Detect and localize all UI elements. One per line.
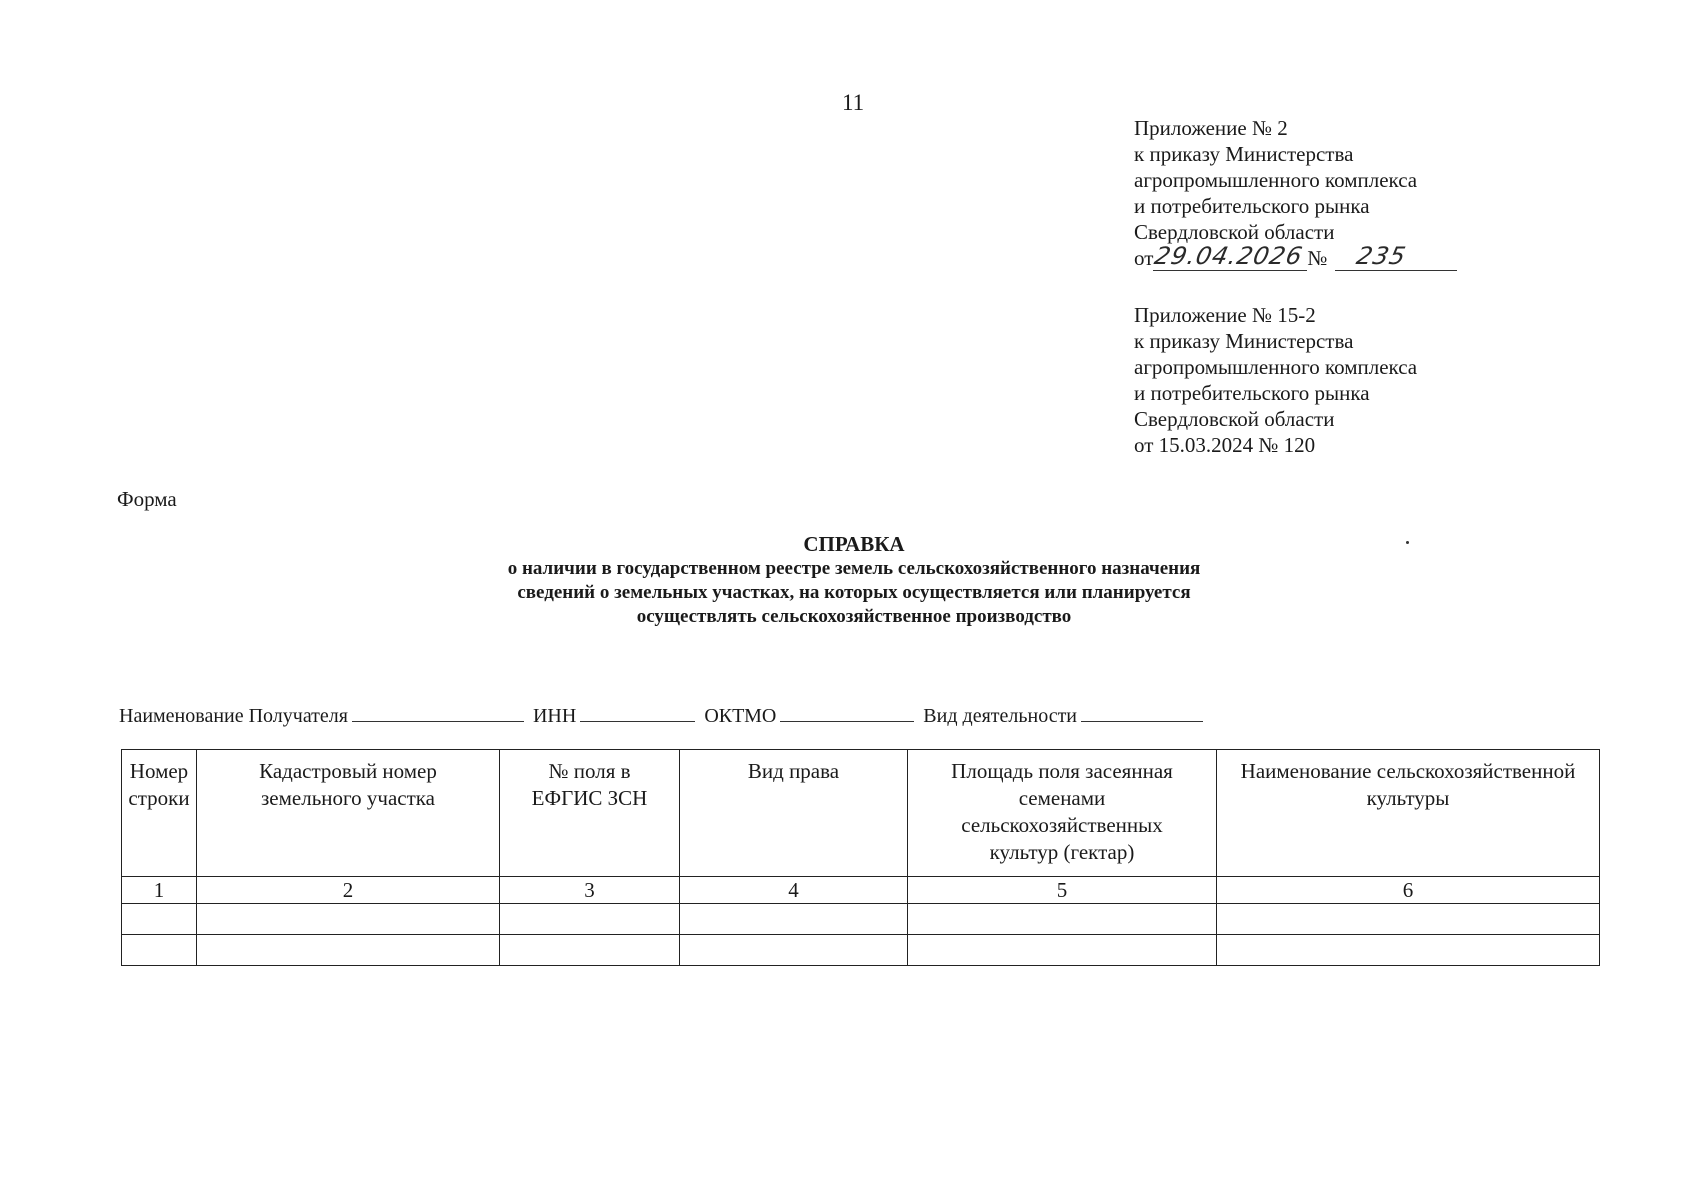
table-cell[interactable] (500, 935, 680, 966)
number-prefix: № (1307, 246, 1328, 270)
appendix-line: Свердловской области (1134, 407, 1335, 431)
table-cell[interactable] (197, 935, 500, 966)
date-field (1152, 242, 1307, 271)
appendix-line: к приказу Министерства (1134, 329, 1354, 353)
date-prefix: от (1134, 246, 1154, 270)
header-row-number: Номер строки (122, 750, 197, 877)
header-field-number: № поля в ЕФГИС ЗСН (500, 750, 680, 877)
column-number-row (122, 877, 1600, 904)
title-sub-line: о наличии в государственном реестре земель сельскохозяйственного назначения (507, 558, 1201, 579)
appendix-line: Свердловской области (1134, 220, 1335, 244)
table-row (122, 935, 1600, 966)
oktmo-field[interactable] (780, 703, 914, 722)
table-cell[interactable] (908, 935, 1217, 966)
appendix-line: Приложение № 15-2 (1134, 303, 1316, 327)
table-row (122, 904, 1600, 935)
appendix-line: и потребительского рынка (1134, 194, 1370, 218)
form-label: Форма (117, 487, 177, 511)
oktmo-label: ОКТМО (704, 705, 777, 727)
number-field (1335, 242, 1457, 271)
appendix-line: от 15.03.2024 № 120 (1134, 433, 1316, 457)
table-cell[interactable] (500, 904, 680, 935)
column-number: 3 (500, 877, 680, 904)
title-main: СПРАВКА (803, 532, 905, 556)
table-header-row (122, 750, 1600, 877)
appendix-previous (1134, 302, 1417, 458)
table-cell[interactable] (1217, 904, 1600, 935)
appendix-line: агропромышленного комплекса (1134, 168, 1418, 192)
activity-label: Вид деятельности (923, 705, 1078, 727)
recipient-name-field[interactable] (352, 703, 524, 722)
land-plots-table (121, 749, 1600, 966)
column-number: 6 (1217, 877, 1600, 904)
header-cadastral-number: Кадастровый номер земельного участка (197, 750, 500, 877)
title-sub-line: осуществлять сельскохозяйственное производство (636, 606, 1072, 627)
inn-field[interactable] (580, 703, 695, 722)
table-cell[interactable] (122, 904, 197, 935)
table-cell[interactable] (680, 935, 908, 966)
recipient-name-label: Наименование Получателя (119, 705, 348, 727)
appendix-current (1134, 115, 1457, 271)
table-cell[interactable] (908, 904, 1217, 935)
column-number: 5 (908, 877, 1217, 904)
header-right-type: Вид права (680, 750, 908, 877)
table-cell[interactable] (122, 935, 197, 966)
inn-label: ИНН (532, 705, 577, 727)
column-number: 4 (680, 877, 908, 904)
appendix-line: к приказу Министерства (1134, 142, 1354, 166)
recipient-line (119, 703, 1207, 728)
column-number: 1 (122, 877, 197, 904)
document-title (300, 531, 1408, 629)
table-cell[interactable] (197, 904, 500, 935)
title-sub-line: сведений о земельных участках, на которых осуществляется или планируется (517, 582, 1191, 603)
handwritten-number: 235 (1354, 242, 1410, 270)
header-crop-name: Наименование сельскохозяйственной культуры (1217, 750, 1600, 877)
appendix-line: Приложение № 2 (1134, 116, 1288, 140)
appendix-line: агропромышленного комплекса (1134, 355, 1418, 379)
appendix-line: и потребительского рынка (1134, 381, 1370, 405)
table-cell[interactable] (680, 904, 908, 935)
table-cell[interactable] (1217, 935, 1600, 966)
page-number: 11 (842, 90, 865, 115)
column-number: 2 (197, 877, 500, 904)
activity-field[interactable] (1081, 703, 1203, 722)
header-sown-area: Площадь поля засеянная семенами сельскохозяйственных культур (гектар) (908, 750, 1217, 877)
handwritten-date: 29.04.2026 (1152, 242, 1306, 270)
appendix-date-line (1134, 242, 1457, 271)
